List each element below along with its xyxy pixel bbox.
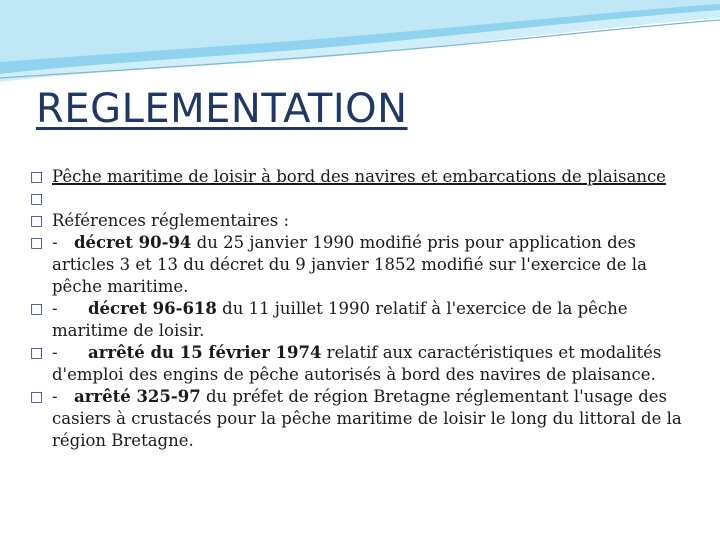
- topic-heading: Pêche maritime de loisir à bord des navires et embarcations de plaisance: [52, 167, 666, 186]
- list-item: [30, 188, 690, 210]
- checkbox-bullet-icon: □: [30, 213, 44, 229]
- reference-text: [52, 342, 690, 386]
- header-wave-decoration: [0, 0, 720, 90]
- reference-description: relatif aux caractéristiques et modalités d'emploi des engins de pêche autorisés à bord des navires de plaisance.: [52, 343, 662, 384]
- reference-text: [52, 386, 690, 452]
- checkbox-bullet-icon: □: [30, 301, 44, 317]
- list-item: [30, 298, 690, 342]
- reference-description: du 25 janvier 1990 modifié pris pour application des articles 3 et 13 du décret du 9 janvier 1852 modifié sur l'exercice de la pêche maritime.: [52, 233, 647, 296]
- list-item: [30, 166, 690, 188]
- checkbox-bullet-icon: □: [30, 345, 44, 361]
- reference-title: décret 96-618: [88, 299, 217, 318]
- reference-description: du préfet de région Bretagne réglementant l'usage des casiers à crustacés pour la pêche maritime de loisir le long du littoral de la région Bretagne.: [52, 387, 682, 450]
- slide-content: [30, 166, 690, 452]
- checkbox-bullet-icon: □: [30, 191, 44, 207]
- reference-text: [52, 232, 690, 298]
- checkbox-bullet-icon: □: [30, 235, 44, 251]
- checkbox-bullet-icon: □: [30, 389, 44, 405]
- item-dash: -: [52, 387, 58, 406]
- list-item: [30, 386, 690, 452]
- list-item: [30, 210, 690, 232]
- reference-description: du 11 juillet 1990 relatif à l'exercice de la pêche maritime de loisir.: [52, 299, 628, 340]
- references-heading: Références réglementaires :: [52, 211, 290, 230]
- checkbox-bullet-icon: □: [30, 169, 44, 185]
- item-dash: -: [52, 299, 58, 318]
- reference-title: arrêté 325-97: [74, 387, 201, 406]
- slide-title: REGLEMENTATION: [36, 86, 408, 132]
- item-dash: -: [52, 233, 58, 252]
- list-item: [30, 342, 690, 386]
- reference-text: [52, 298, 690, 342]
- reference-title: arrêté du 15 février 1974: [88, 343, 322, 362]
- item-dash: -: [52, 343, 58, 362]
- reference-title: décret 90-94: [74, 233, 192, 252]
- list-item: [30, 232, 690, 298]
